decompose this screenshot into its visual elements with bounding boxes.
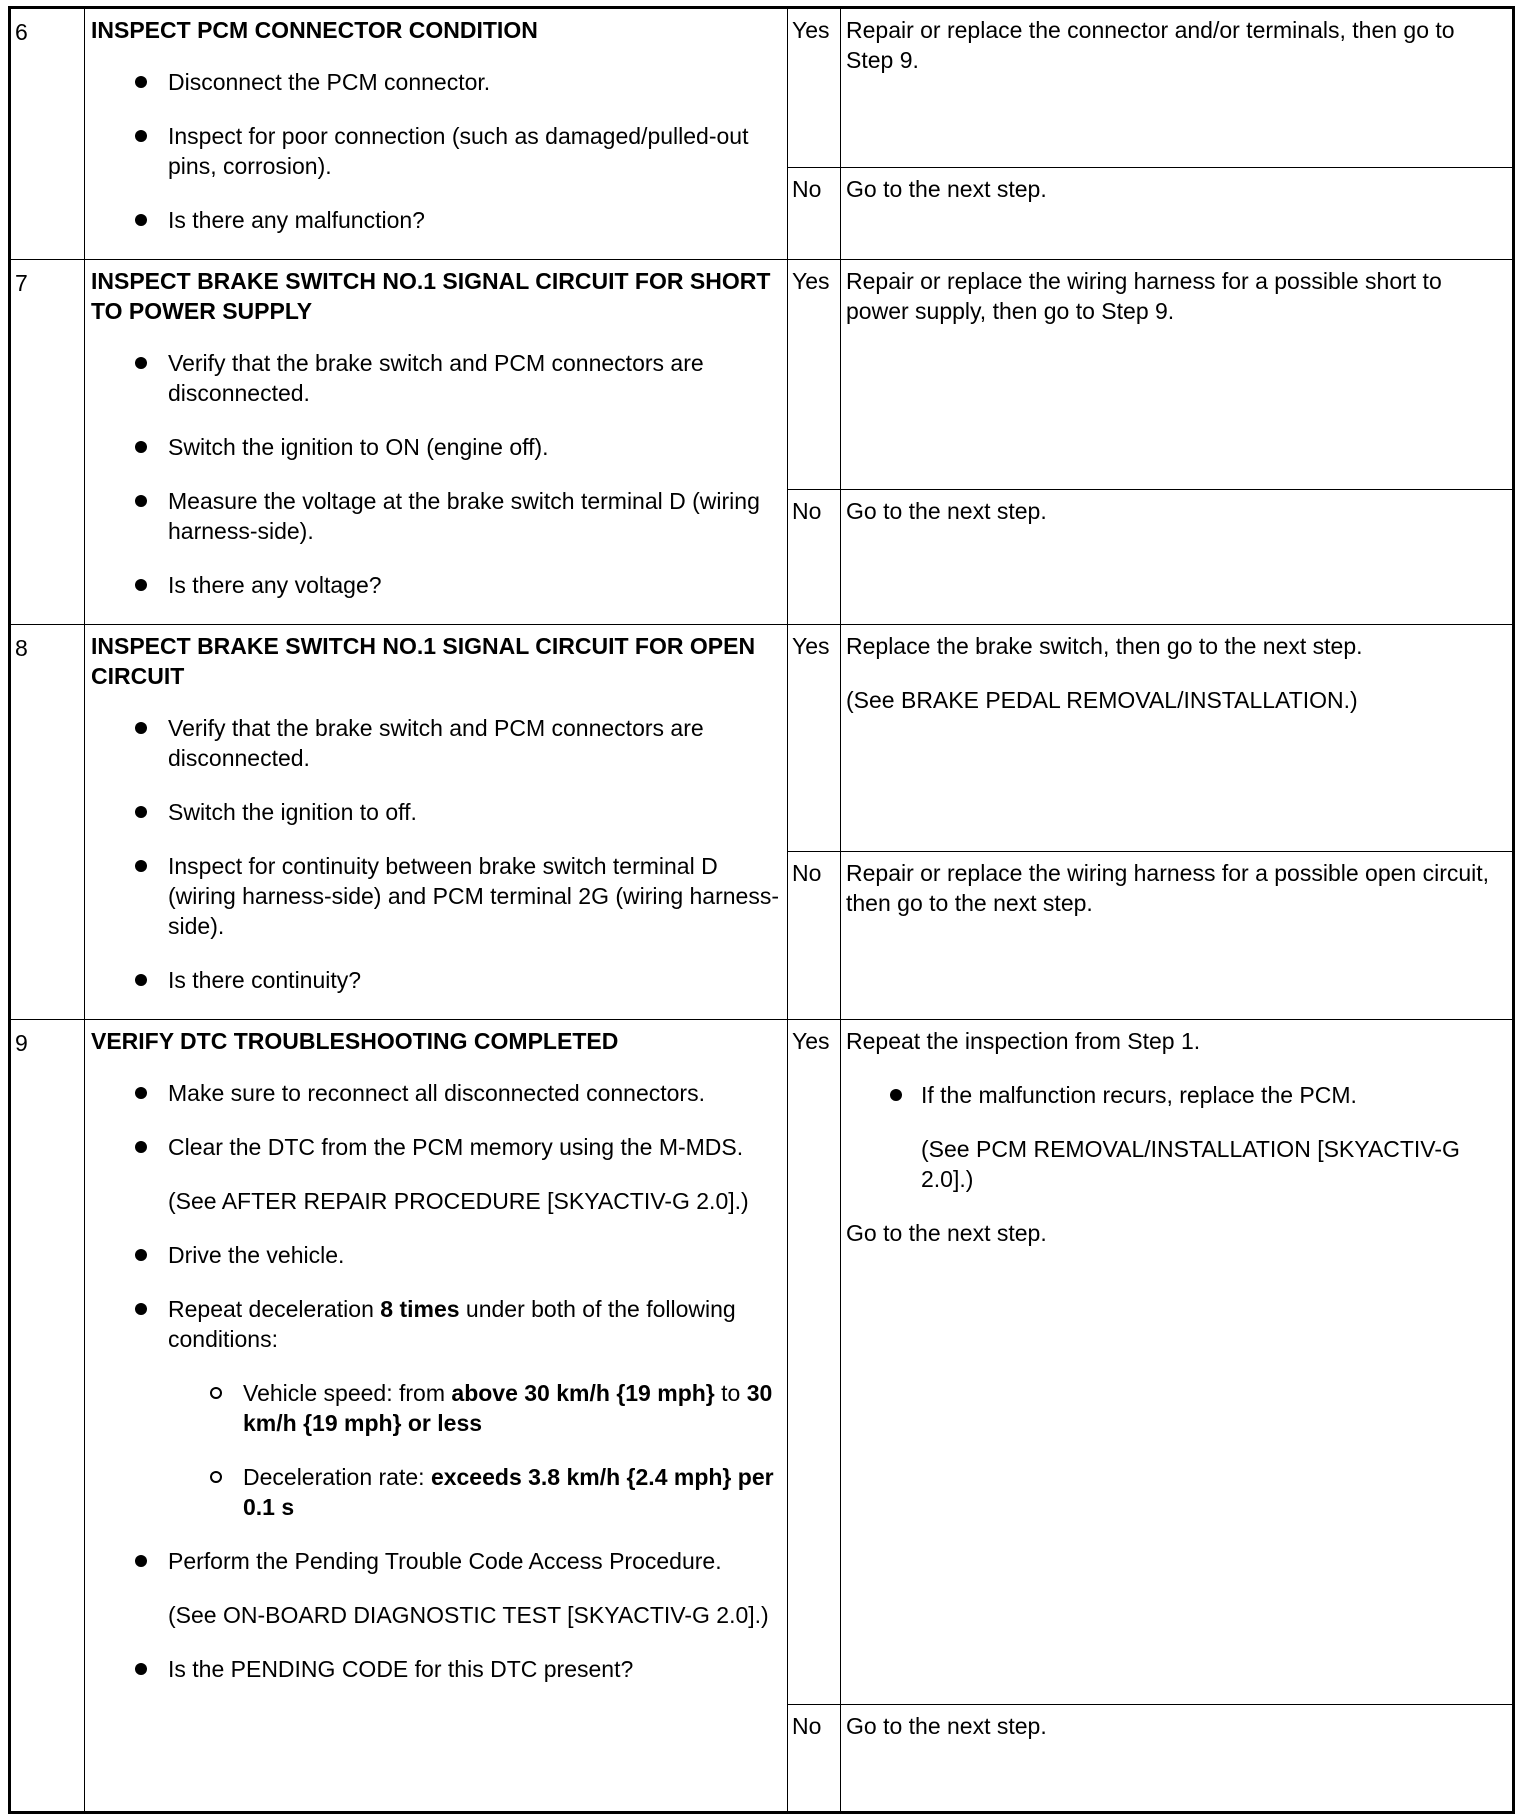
bullet-item: Switch the ignition to ON (engine off). [91, 432, 779, 462]
bold-value: 8 times [380, 1296, 460, 1322]
bullet-item [846, 1080, 1504, 1194]
no-result: Go to the next step. [841, 1705, 1514, 1813]
bullet-text: under both of the following conditions: [168, 1296, 736, 1352]
bullet-item: Is there any malfunction? [91, 205, 779, 235]
step-title: INSPECT BRAKE SWITCH NO.1 SIGNAL CIRCUIT FOR SHORT TO POWER SUPPLY [91, 268, 771, 324]
reference-note: (See ON-BOARD DIAGNOSTIC TEST [SKYACTIV-G 2.0].) [168, 1602, 769, 1628]
step-bullets [91, 67, 779, 235]
bullet-item [91, 1132, 779, 1216]
sub-bullet-item [168, 1462, 779, 1522]
no-label: No [788, 1705, 841, 1813]
yes-result-text: Repeat the inspection from Step 1. [846, 1028, 1201, 1054]
step-number: 8 [10, 625, 85, 1020]
bold-value: above 30 km/h {19 mph} [451, 1380, 715, 1406]
step-action [85, 260, 788, 625]
reference-note: (See PCM REMOVAL/INSTALLATION [SKYACTIV-G 2.0].) [921, 1136, 1460, 1192]
no-result: Repair or replace the wiring harness for a possible open circuit, then go to the next step. [841, 851, 1514, 1019]
step-action [85, 8, 788, 260]
bullet-text: Perform the Pending Trouble Code Access Procedure. [168, 1548, 722, 1574]
yes-result [841, 1020, 1514, 1705]
step-title: INSPECT PCM CONNECTOR CONDITION [91, 17, 538, 43]
sub-bullet-text: Deceleration rate: [243, 1464, 431, 1490]
yes-label: Yes [788, 8, 841, 168]
step-number: 7 [10, 260, 85, 625]
sub-bullets [168, 1378, 779, 1522]
yes-label: Yes [788, 260, 841, 490]
bullet-item [91, 1294, 779, 1522]
bullet-item: Is there any voltage? [91, 570, 779, 600]
yes-result-reference: (See BRAKE PEDAL REMOVAL/INSTALLATION.) [846, 687, 1358, 713]
bullet-item: Inspect for poor connection (such as damaged/pulled-out pins, corrosion). [91, 121, 779, 181]
step-bullets [91, 713, 779, 995]
yes-result-text-2: Go to the next step. [846, 1220, 1047, 1246]
reference-note: (See AFTER REPAIR PROCEDURE [SKYACTIV-G 2.0].) [168, 1188, 749, 1214]
step-bullets [91, 1078, 779, 1684]
step-6-yes-row [10, 8, 1514, 168]
no-label: No [788, 168, 841, 260]
yes-result-text: Replace the brake switch, then go to the next step. [846, 633, 1363, 659]
sub-bullet-text: to [714, 1380, 747, 1406]
yes-result: Repair or replace the connector and/or terminals, then go to Step 9. [841, 8, 1514, 168]
no-label: No [788, 489, 841, 624]
step-title: INSPECT BRAKE SWITCH NO.1 SIGNAL CIRCUIT FOR OPEN CIRCUIT [91, 633, 756, 689]
bullet-text: Repeat deceleration [168, 1296, 381, 1322]
bullet-item: Is there continuity? [91, 965, 779, 995]
step-number: 6 [10, 8, 85, 260]
sub-bullet-text: Vehicle speed: from [243, 1380, 452, 1406]
bullet-item: Switch the ignition to off. [91, 797, 779, 827]
step-9-yes-row [10, 1020, 1514, 1705]
step-number: 9 [10, 1020, 85, 1813]
bullet-item: Measure the voltage at the brake switch terminal D (wiring harness-side). [91, 486, 779, 546]
bold-value: exceeds 3.8 km/h {2.4 mph} per 0.1 s [243, 1464, 774, 1520]
bullet-item: Is the PENDING CODE for this DTC present? [91, 1654, 779, 1684]
bullet-item: Verify that the brake switch and PCM connectors are disconnected. [91, 713, 779, 773]
sub-bullet-item [168, 1378, 779, 1438]
no-result: Go to the next step. [841, 489, 1514, 624]
bullet-item: Verify that the brake switch and PCM connectors are disconnected. [91, 348, 779, 408]
step-7-yes-row [10, 260, 1514, 490]
bullet-text: Clear the DTC from the PCM memory using the M-MDS. [168, 1134, 744, 1160]
yes-label: Yes [788, 1020, 841, 1705]
step-title: VERIFY DTC TROUBLESHOOTING COMPLETED [91, 1028, 619, 1054]
no-result: Go to the next step. [841, 168, 1514, 260]
troubleshooting-table [8, 6, 1515, 1814]
step-action [85, 625, 788, 1020]
bold-value: 30 km/h {19 mph} or less [243, 1380, 773, 1436]
bullet-item: Drive the vehicle. [91, 1240, 779, 1270]
bullet-item: Disconnect the PCM connector. [91, 67, 779, 97]
yes-label: Yes [788, 625, 841, 852]
step-action [85, 1020, 788, 1813]
bullet-item: Inspect for continuity between brake switch terminal D (wiring harness-side) and PCM terminal 2G (wiring harness-side). [91, 851, 779, 941]
step-8-yes-row [10, 625, 1514, 852]
yes-result: Repair or replace the wiring harness for a possible short to power supply, then go to Step 9. [841, 260, 1514, 490]
bullet-text: If the malfunction recurs, replace the PCM. [921, 1082, 1357, 1108]
no-label: No [788, 851, 841, 1019]
yes-result [841, 625, 1514, 852]
step-bullets [91, 348, 779, 600]
bullet-item: Make sure to reconnect all disconnected connectors. [91, 1078, 779, 1108]
yes-result-bullets [846, 1080, 1504, 1194]
bullet-item [91, 1546, 779, 1630]
